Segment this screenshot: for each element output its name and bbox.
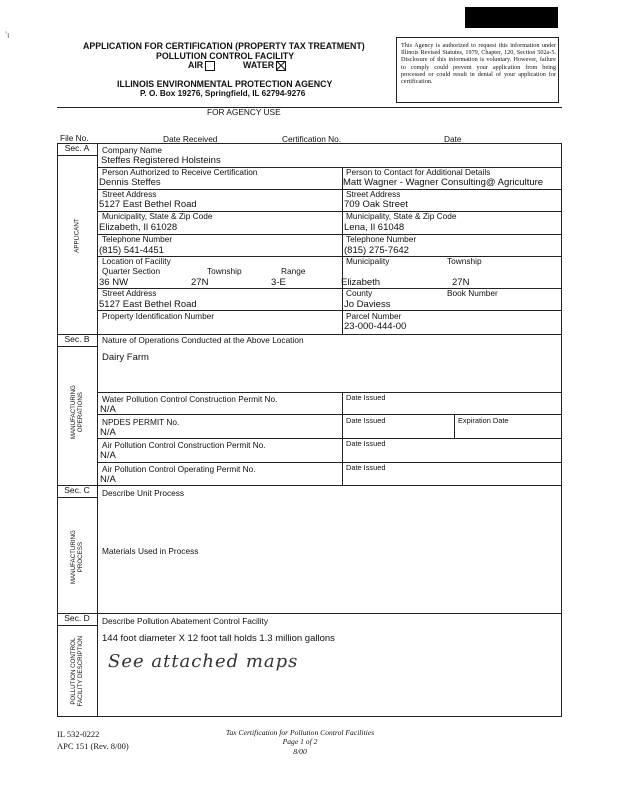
muni1-field[interactable]: Elizabeth, Il 61028 <box>99 222 178 233</box>
water-checkbox-checked[interactable] <box>276 61 286 71</box>
applicant-side-label: APPLICANT <box>73 218 81 253</box>
nature-label: Nature of Operations Conducted at the Above Location <box>102 335 304 345</box>
form-subtitle: POLLUTION CONTROL FACILITY <box>156 51 295 61</box>
quarter-section-field[interactable]: 36 NW <box>99 277 129 288</box>
tel1-field[interactable]: (815) 541-4451 <box>99 245 164 256</box>
permit3-date-label: Date Issued <box>346 439 386 448</box>
street1-field[interactable]: 5127 East Bethel Road <box>99 199 197 210</box>
permit4-field[interactable]: N/A <box>100 474 116 485</box>
person-contact-field[interactable]: Matt Wagner - Wagner Consulting@ Agriculture <box>343 177 544 188</box>
permit1-label: Water Pollution Control Construction Permit No. <box>102 394 278 404</box>
agency-date-label: Date <box>444 134 462 144</box>
agency-name: ILLINOIS ENVIRONMENTAL PROTECTION AGENCY <box>117 79 333 89</box>
location-label: Location of Facility <box>102 256 171 266</box>
date-received-label: Date Received <box>163 134 218 144</box>
tel2-field[interactable]: (815) 275-7642 <box>344 245 409 256</box>
agency-use-title: FOR AGENCY USE <box>207 107 281 117</box>
street2-label: Street Address <box>346 189 401 199</box>
water-label: WATER <box>243 60 275 70</box>
muni2-label: Municipality, State & Zip Code <box>346 211 457 221</box>
manufacturing-operations-side-label: MANUFACTURING OPERATIONS <box>69 385 84 440</box>
person-cert-field[interactable]: Dennis Steffes <box>99 177 161 188</box>
water-option[interactable] <box>243 60 286 71</box>
street3-label: Street Address <box>102 288 157 298</box>
air-checkbox[interactable] <box>205 61 215 71</box>
parcel-field[interactable]: 23-000-444-00 <box>344 321 407 332</box>
footer-date: 8/00 <box>293 746 307 756</box>
muni2-field[interactable]: Lena, Il 61048 <box>344 222 405 233</box>
form-number: IL 532-0222 <box>57 729 100 739</box>
permit2-label: NPDES PERMIT No. <box>102 417 180 427</box>
permit1-date-label: Date Issued <box>346 393 386 402</box>
page-mark: ’ı <box>5 30 10 40</box>
materials-label: Materials Used in Process <box>102 546 199 556</box>
footer-page: Page 1 of 2 <box>282 737 318 747</box>
company-name-field[interactable]: Steffes Registered Holsteins <box>101 155 221 166</box>
agency-address: P. O. Box 19276, Springfield, IL 62794-9276 <box>140 89 306 98</box>
street3-field[interactable]: 5127 East Bethel Road <box>99 299 197 310</box>
permit3-field[interactable]: N/A <box>100 450 116 461</box>
notice-text: This Agency is authorized to request this information under Illinois Revised Statutes, 1979, Chapter, 120, Section 502a-5. Disclosure of this information is voluntary. However, failure to comply could prevent your application from being processed or could result in denial of your application for certification. <box>401 42 556 85</box>
permit1-field[interactable]: N/A <box>100 404 116 415</box>
footer-title: Tax Certification for Pollution Control Facilities <box>225 728 375 737</box>
tel2-label: Telephone Number <box>346 234 417 244</box>
redaction-box <box>465 7 558 28</box>
parcel-label: Parcel Number <box>346 311 402 321</box>
range-field[interactable]: 3-E <box>271 277 286 288</box>
tel1-label: Telephone Number <box>102 234 173 244</box>
file-no-label: File No. <box>60 133 89 143</box>
book-number-label: Book Number <box>447 288 498 298</box>
footer-center <box>200 728 400 756</box>
sec-a-label: Sec. A <box>57 143 97 156</box>
permit2-date-label: Date Issued <box>346 416 386 425</box>
county-label: County <box>346 288 373 298</box>
permit3-label: Air Pollution Control Construction Permit No. <box>102 440 266 450</box>
county-field[interactable]: Jo Daviess <box>344 299 391 310</box>
air-label: AIR <box>188 60 204 70</box>
quarter-section-label: Quarter Section <box>102 266 161 276</box>
permit4-label: Air Pollution Control Operating Permit No. <box>102 464 256 474</box>
municipality-label: Municipality <box>346 256 390 266</box>
person-cert-label: Person Authorized to Receive Certification <box>102 167 258 177</box>
pollution-description-field[interactable]: 144 foot diameter X 12 foot tall holds 1.3 million gallons <box>102 633 335 644</box>
form-title: APPLICATION FOR CERTIFICATION (PROPERTY TAX TREATMENT) <box>83 41 365 51</box>
pollution-describe-label: Describe Pollution Abatement Control Facility <box>102 616 269 626</box>
company-name-label: Company Name <box>102 145 162 155</box>
township-label: Township <box>207 266 242 276</box>
permit2-field[interactable]: N/A <box>100 427 116 438</box>
township2-label: Township <box>447 256 482 266</box>
form-revision: APC 151 (Rev. 8/00) <box>57 741 129 751</box>
person-contact-label: Person to Contact for Additional Details <box>346 167 491 177</box>
range-label: Range <box>281 266 306 276</box>
township-field[interactable]: 27N <box>191 277 209 288</box>
permit2-expiration-label: Expiration Date <box>458 416 509 425</box>
property-id-label: Property Identification Number <box>102 311 215 321</box>
sec-d-label: Sec. D <box>57 613 97 626</box>
unit-process-label: Describe Unit Process <box>102 488 185 498</box>
manufacturing-process-side-label: MANUFACTURING PROCESS <box>69 530 84 585</box>
street1-label: Street Address <box>102 189 157 199</box>
township2-field[interactable]: 27N <box>452 277 470 288</box>
sec-b-label: Sec. B <box>57 334 97 347</box>
muni1-label: Municipality, State & Zip Code <box>102 211 213 221</box>
pollution-control-side-label: POLLUTION CONTROL FACILITY DESCRIPTION <box>69 635 84 707</box>
permit4-date-label: Date Issued <box>346 463 386 472</box>
sec-c-label: Sec. C <box>57 485 97 498</box>
handwritten-note: See attached maps <box>108 651 299 672</box>
street2-field[interactable]: 709 Oak Street <box>344 199 408 210</box>
nature-field[interactable]: Dairy Farm <box>102 352 149 363</box>
air-option[interactable] <box>188 60 215 71</box>
municipality-field[interactable]: Elizabeth <box>341 277 381 288</box>
certification-no-label: Certification No. <box>282 134 342 144</box>
